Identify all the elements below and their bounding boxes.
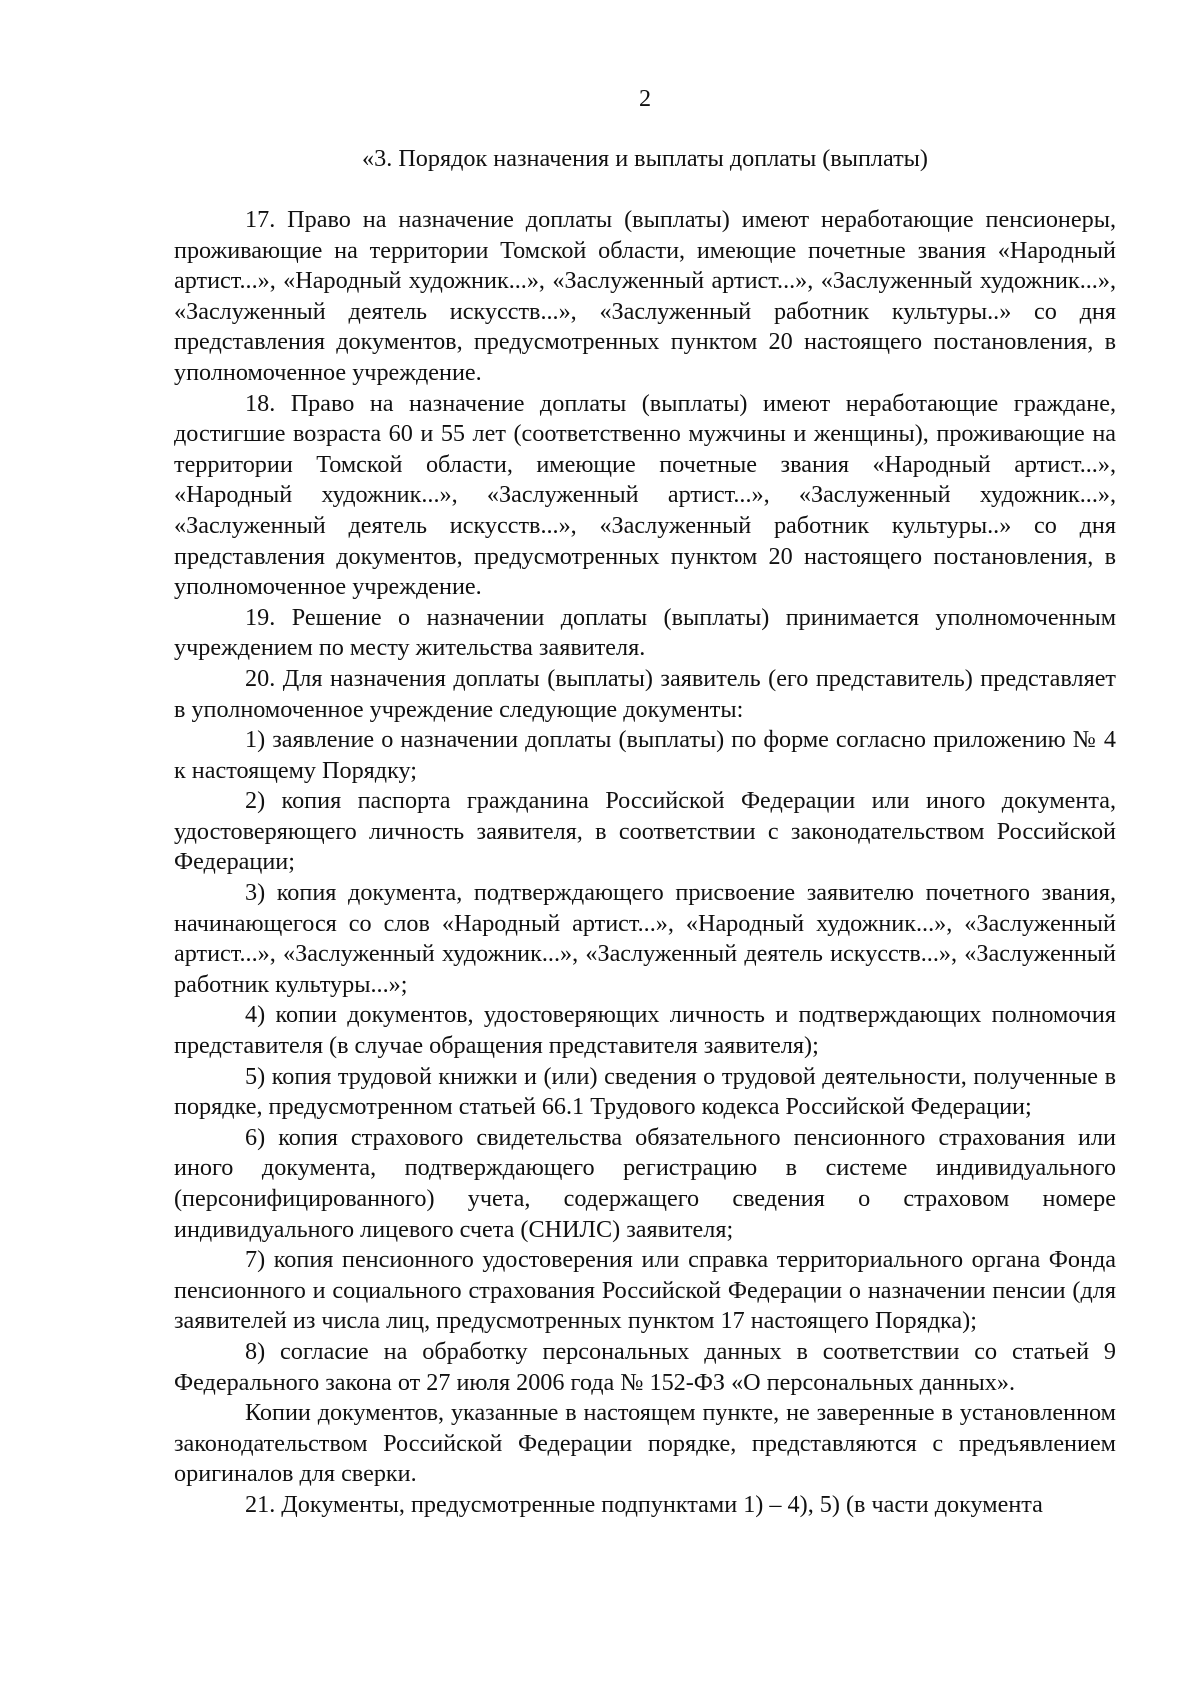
document-body	[174, 205, 1116, 1521]
section-title: «3. Порядок назначения и выплаты доплаты (выплаты)	[362, 145, 928, 172]
copies-note-paragraph: Копии документов, указанные в настоящем пункте, не заверенные в установленном законодательством Российской Федерации порядке, представляются с предъявлением оригиналов для сверки.	[174, 1399, 1116, 1488]
list-item-8: 8) согласие на обработку персональных данных в соответствии со статьей 9 Федерального закона от 27 июля 2006 года № 152-ФЗ «О персональных данных».	[174, 1337, 1116, 1396]
paragraph-17: 17. Право на назначение доплаты (выплаты) имеют неработающие пенсионеры, проживающие на территории Томской области, имеющие почетные звания «Народный артист...», «Народный художник...», «Заслуженный артист...», «Заслуженный художник...», «Заслуженный деятель искусств...», «Заслуженный работник культуры..» со дня представления документов, предусмотренных пунктом 20 настоящего постановления, в уполномоченное учреждение.	[174, 206, 1116, 386]
paragraph-19: 19. Решение о назначении доплаты (выплаты) принимается уполномоченным учреждением по месту жительства заявителя.	[174, 603, 1116, 662]
paragraph-20: 20. Для назначения доплаты (выплаты) заявитель (его представитель) представляет в уполномоченное учреждение следующие документы:	[174, 664, 1116, 723]
page-number: 2	[638, 85, 652, 112]
paragraph-18: 18. Право на назначение доплаты (выплаты) имеют неработающие граждане, достигшие возраста 60 и 55 лет (соответственно мужчины и женщины), проживающие на территории Томской области, имеющие почетные звания «Народный артист...», «Народный художник...», «Заслуженный артист...», «Заслуженный художник...», «Заслуженный деятель искусств...», «Заслуженный работник культуры..» со дня представления документов, предусмотренных пунктом 20 настоящего постановления, в уполномоченное учреждение.	[174, 389, 1116, 601]
list-item-1: 1) заявление о назначении доплаты (выплаты) по форме согласно приложению № 4 к настоящему Порядку;	[174, 726, 1116, 784]
list-item-6: 6) копия страхового свидетельства обязательного пенсионного страхования или иного документа, подтверждающего регистрацию в системе индивидуального (персонифицированного) учета, содержащего сведения о страховом номере индивидуального лицевого счета (СНИЛС) заявителя;	[174, 1123, 1116, 1243]
list-item-5: 5) копия трудовой книжки и (или) сведения о трудовой деятельности, полученные в порядке, предусмотренном статьей 66.1 Трудового кодекса Российской Федерации;	[174, 1062, 1116, 1121]
list-item-4: 4) копии документов, удостоверяющих личность и подтверждающих полномочия представителя (в случае обращения представителя заявителя);	[174, 1001, 1116, 1060]
paragraph-21: 21. Документы, предусмотренные подпунктами 1) – 4), 5) (в части документа	[245, 1490, 1043, 1518]
list-item-3: 3) копия документа, подтверждающего присвоение заявителю почетного звания, начинающегося со слов «Народный артист...», «Народный художник...», «Заслуженный артист...», «Заслуженный художник...», «Заслуженный деятель искусств...», «Заслуженный работник культуры...»;	[174, 879, 1116, 998]
list-item-2: 2) копия паспорта гражданина Российской Федерации или иного документа, удостоверяющего личность заявителя, в соответствии с законодательством Российской Федерации;	[174, 787, 1116, 876]
list-item-7: 7) копия пенсионного удостоверения или справка территориального органа Фонда пенсионного и социального страхования Российской Федерации о назначении пенсии (для заявителей из числа лиц, предусмотренных пунктом 17 настоящего Порядка);	[174, 1246, 1116, 1335]
